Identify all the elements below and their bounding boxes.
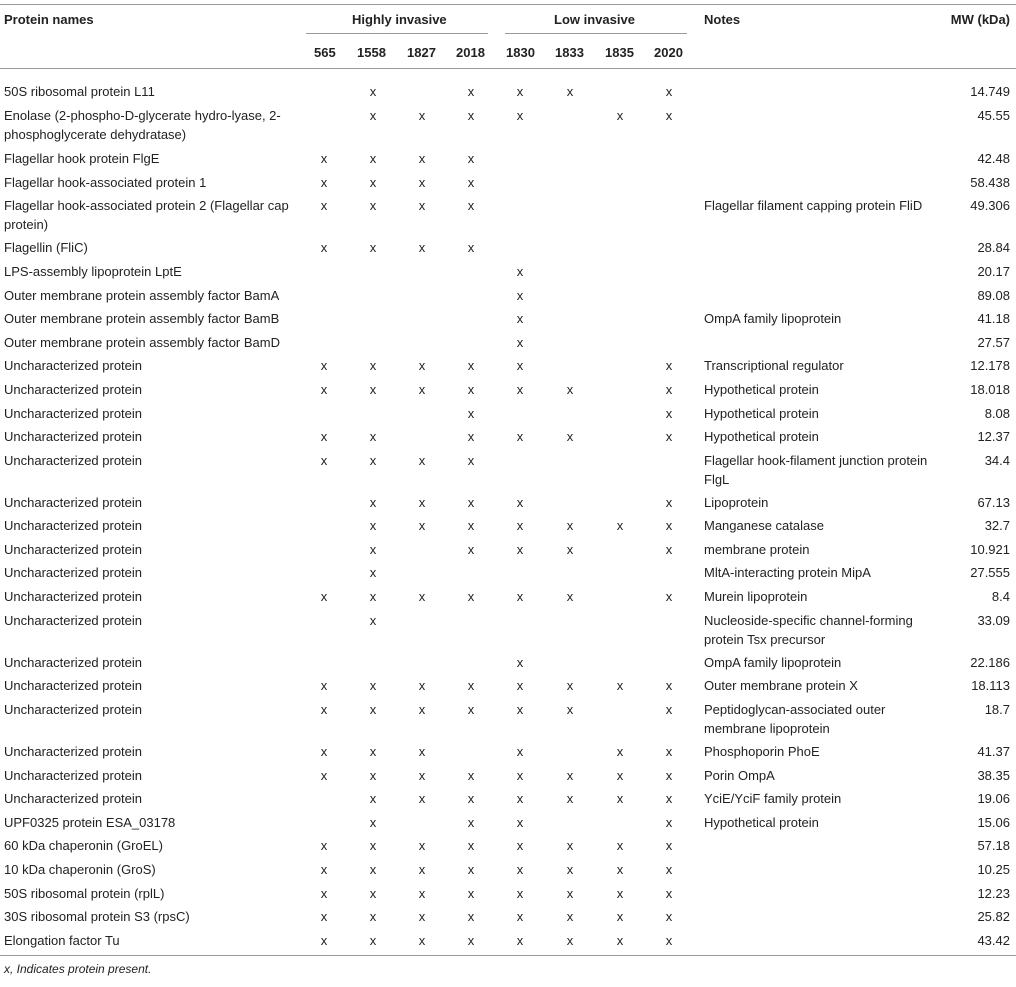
protein-name: Uncharacterized protein <box>4 429 143 444</box>
presence-mark: x <box>516 791 524 806</box>
header-bottom-rule <box>0 68 1016 69</box>
presence-mark: x <box>467 862 475 877</box>
molecular-weight: 33.09 <box>977 613 1010 628</box>
presence-mark: x <box>467 198 475 213</box>
molecular-weight: 67.13 <box>977 495 1010 510</box>
presence-mark: x <box>467 886 475 901</box>
presence-mark: x <box>320 768 328 783</box>
presence-mark: x <box>516 495 524 510</box>
presence-mark: x <box>467 382 475 397</box>
molecular-weight: 32.7 <box>984 518 1010 533</box>
presence-mark: x <box>418 495 426 510</box>
presence-mark: x <box>369 151 377 166</box>
presence-mark: x <box>467 495 475 510</box>
protein-note: Porin OmpA <box>704 768 775 783</box>
table-footnote: x, Indicates protein present. <box>4 962 152 976</box>
presence-mark: x <box>320 933 328 948</box>
protein-note: Phosphoporin PhoE <box>704 744 820 759</box>
molecular-weight: 19.06 <box>977 791 1010 806</box>
presence-mark: x <box>467 108 475 123</box>
presence-mark: x <box>369 382 377 397</box>
presence-mark: x <box>665 768 673 783</box>
protein-name: Elongation factor Tu <box>4 933 120 948</box>
molecular-weight: 25.82 <box>977 909 1010 924</box>
protein-name: Uncharacterized protein <box>4 382 143 397</box>
presence-mark: x <box>369 358 377 373</box>
presence-mark: x <box>369 453 377 468</box>
protein-name: 50S ribosomal protein L11 <box>4 84 155 99</box>
presence-mark: x <box>320 678 328 693</box>
presence-mark: x <box>665 108 673 123</box>
header-highly-invasive: Highly invasive <box>352 12 447 27</box>
presence-mark: x <box>516 744 524 759</box>
protein-name: LPS-assembly lipoprotein LptE <box>4 264 182 279</box>
presence-mark: x <box>467 702 475 717</box>
presence-mark: x <box>616 886 624 901</box>
protein-name: Uncharacterized protein <box>4 358 143 373</box>
presence-mark: x <box>665 702 673 717</box>
presence-mark: x <box>369 518 377 533</box>
molecular-weight: 42.48 <box>977 151 1010 166</box>
presence-mark: x <box>616 768 624 783</box>
presence-mark: x <box>467 240 475 255</box>
presence-mark: x <box>665 358 673 373</box>
protein-note: Peptidoglycan-associated outer membrane lipoprotein <box>704 702 886 736</box>
presence-mark: x <box>616 933 624 948</box>
presence-mark: x <box>418 589 426 604</box>
protein-note: Hypothetical protein <box>704 382 819 397</box>
presence-mark: x <box>418 744 426 759</box>
presence-mark: x <box>418 791 426 806</box>
protein-name: Uncharacterized protein <box>4 542 143 557</box>
molecular-weight: 43.42 <box>977 933 1010 948</box>
presence-mark: x <box>418 838 426 853</box>
presence-mark: x <box>616 909 624 924</box>
presence-mark: x <box>616 838 624 853</box>
header-strain-565: 565 <box>314 45 336 60</box>
presence-mark: x <box>320 886 328 901</box>
presence-mark: x <box>467 406 475 421</box>
presence-mark: x <box>516 678 524 693</box>
protein-name: Uncharacterized protein <box>4 406 143 421</box>
presence-mark: x <box>418 382 426 397</box>
presence-mark: x <box>418 198 426 213</box>
protein-name: Flagellar hook protein FlgE <box>4 151 160 166</box>
presence-mark: x <box>665 933 673 948</box>
protein-note: Transcriptional regulator <box>704 358 844 373</box>
molecular-weight: 27.57 <box>977 335 1010 350</box>
presence-mark: x <box>467 838 475 853</box>
protein-name: 60 kDa chaperonin (GroEL) <box>4 838 163 853</box>
presence-mark: x <box>467 518 475 533</box>
presence-mark: x <box>418 886 426 901</box>
presence-mark: x <box>516 702 524 717</box>
presence-mark: x <box>369 240 377 255</box>
presence-mark: x <box>320 589 328 604</box>
presence-mark: x <box>320 909 328 924</box>
protein-name: Uncharacterized protein <box>4 495 143 510</box>
presence-mark: x <box>369 791 377 806</box>
presence-mark: x <box>516 838 524 853</box>
presence-mark: x <box>418 768 426 783</box>
protein-name: Uncharacterized protein <box>4 565 143 580</box>
protein-note: Outer membrane protein X <box>704 678 858 693</box>
presence-mark: x <box>467 453 475 468</box>
presence-mark: x <box>369 84 377 99</box>
presence-mark: x <box>516 542 524 557</box>
presence-mark: x <box>516 886 524 901</box>
presence-mark: x <box>665 886 673 901</box>
molecular-weight: 12.178 <box>970 358 1010 373</box>
molecular-weight: 49.306 <box>970 198 1010 213</box>
presence-mark: x <box>566 862 574 877</box>
presence-mark: x <box>566 589 574 604</box>
presence-mark: x <box>369 175 377 190</box>
presence-mark: x <box>369 702 377 717</box>
presence-mark: x <box>369 613 377 628</box>
protein-name: Outer membrane protein assembly factor BamB <box>4 311 280 326</box>
presence-mark: x <box>369 678 377 693</box>
presence-mark: x <box>418 358 426 373</box>
presence-mark: x <box>665 495 673 510</box>
molecular-weight: 18.018 <box>970 382 1010 397</box>
presence-mark: x <box>516 108 524 123</box>
protein-note: OmpA family lipoprotein <box>704 311 842 326</box>
presence-mark: x <box>369 838 377 853</box>
table-bottom-rule <box>0 955 1016 956</box>
presence-mark: x <box>369 933 377 948</box>
header-mw: MW (kDa) <box>950 12 1010 27</box>
protein-name: Outer membrane protein assembly factor BamD <box>4 335 280 350</box>
presence-mark: x <box>320 429 328 444</box>
protein-note: Hypothetical protein <box>704 815 819 830</box>
protein-name: UPF0325 protein ESA_03178 <box>4 815 176 830</box>
protein-name: Uncharacterized protein <box>4 678 143 693</box>
presence-mark: x <box>516 264 524 279</box>
molecular-weight: 58.438 <box>970 175 1010 190</box>
presence-mark: x <box>566 886 574 901</box>
presence-mark: x <box>467 933 475 948</box>
molecular-weight: 41.37 <box>977 744 1010 759</box>
molecular-weight: 10.25 <box>977 862 1010 877</box>
molecular-weight: 34.4 <box>984 453 1010 468</box>
presence-mark: x <box>566 768 574 783</box>
presence-mark: x <box>516 358 524 373</box>
presence-mark: x <box>320 151 328 166</box>
presence-mark: x <box>467 589 475 604</box>
molecular-weight: 41.18 <box>977 311 1010 326</box>
header-strain-2020: 2020 <box>654 45 683 60</box>
presence-mark: x <box>467 815 475 830</box>
protein-name: Uncharacterized protein <box>4 518 143 533</box>
presence-mark: x <box>516 815 524 830</box>
protein-name: Uncharacterized protein <box>4 613 143 628</box>
presence-mark: x <box>467 151 475 166</box>
presence-mark: x <box>665 909 673 924</box>
protein-name: 30S ribosomal protein S3 (rpsC) <box>4 909 190 924</box>
molecular-weight: 12.23 <box>977 886 1010 901</box>
presence-mark: x <box>320 240 328 255</box>
protein-note: membrane protein <box>704 542 810 557</box>
presence-mark: x <box>516 589 524 604</box>
presence-mark: x <box>369 862 377 877</box>
presence-mark: x <box>665 589 673 604</box>
presence-mark: x <box>418 151 426 166</box>
header-strain-1830: 1830 <box>506 45 535 60</box>
presence-mark: x <box>616 791 624 806</box>
presence-mark: x <box>369 909 377 924</box>
protein-name: Uncharacterized protein <box>4 768 143 783</box>
presence-mark: x <box>320 198 328 213</box>
presence-mark: x <box>566 909 574 924</box>
presence-mark: x <box>369 565 377 580</box>
protein-name: 50S ribosomal protein (rplL) <box>4 886 165 901</box>
presence-mark: x <box>320 382 328 397</box>
protein-note: MltA-interacting protein MipA <box>704 565 871 580</box>
presence-mark: x <box>369 886 377 901</box>
molecular-weight: 18.7 <box>984 702 1010 717</box>
presence-mark: x <box>566 678 574 693</box>
presence-mark: x <box>320 358 328 373</box>
presence-mark: x <box>516 335 524 350</box>
presence-mark: x <box>516 311 524 326</box>
molecular-weight: 57.18 <box>977 838 1010 853</box>
presence-mark: x <box>665 862 673 877</box>
header-protein-names: Protein names <box>4 12 94 27</box>
presence-mark: x <box>418 862 426 877</box>
presence-mark: x <box>566 791 574 806</box>
protein-note: Hypothetical protein <box>704 429 819 444</box>
presence-mark: x <box>665 815 673 830</box>
molecular-weight: 20.17 <box>977 264 1010 279</box>
protein-name: Flagellin (FliC) <box>4 240 88 255</box>
presence-mark: x <box>616 744 624 759</box>
molecular-weight: 38.35 <box>977 768 1010 783</box>
presence-mark: x <box>566 542 574 557</box>
protein-name: Uncharacterized protein <box>4 453 143 468</box>
presence-mark: x <box>516 768 524 783</box>
molecular-weight: 10.921 <box>970 542 1010 557</box>
protein-note: OmpA family lipoprotein <box>704 655 842 670</box>
presence-mark: x <box>566 702 574 717</box>
molecular-weight: 14.749 <box>970 84 1010 99</box>
molecular-weight: 8.08 <box>984 406 1010 421</box>
header-strain-1833: 1833 <box>555 45 584 60</box>
presence-mark: x <box>566 429 574 444</box>
presence-mark: x <box>665 791 673 806</box>
presence-mark: x <box>369 589 377 604</box>
protein-name: Uncharacterized protein <box>4 791 143 806</box>
presence-mark: x <box>516 382 524 397</box>
presence-mark: x <box>369 495 377 510</box>
header-notes: Notes <box>704 12 741 27</box>
protein-note: Manganese catalase <box>704 518 824 533</box>
header-strain-1827: 1827 <box>407 45 436 60</box>
protein-name: Outer membrane protein assembly factor BamA <box>4 288 280 303</box>
presence-mark: x <box>418 518 426 533</box>
protein-name: Uncharacterized protein <box>4 744 143 759</box>
presence-mark: x <box>665 429 673 444</box>
presence-mark: x <box>320 702 328 717</box>
presence-mark: x <box>320 744 328 759</box>
presence-mark: x <box>665 518 673 533</box>
presence-mark: x <box>418 933 426 948</box>
molecular-weight: 15.06 <box>977 815 1010 830</box>
presence-mark: x <box>516 84 524 99</box>
header-strain-2018: 2018 <box>456 45 485 60</box>
presence-mark: x <box>418 453 426 468</box>
low-invasive-rule <box>505 33 687 34</box>
presence-mark: x <box>516 909 524 924</box>
protein-name: Flagellar hook-associated protein 2 (Flagellar cap protein) <box>4 198 289 232</box>
presence-mark: x <box>566 838 574 853</box>
protein-name: Uncharacterized protein <box>4 655 143 670</box>
presence-mark: x <box>320 175 328 190</box>
molecular-weight: 27.555 <box>970 565 1010 580</box>
presence-mark: x <box>516 933 524 948</box>
presence-mark: x <box>516 518 524 533</box>
table-top-rule <box>0 4 1016 5</box>
presence-mark: x <box>566 382 574 397</box>
molecular-weight: 89.08 <box>977 288 1010 303</box>
molecular-weight: 12.37 <box>977 429 1010 444</box>
presence-mark: x <box>418 909 426 924</box>
presence-mark: x <box>616 862 624 877</box>
presence-mark: x <box>369 815 377 830</box>
presence-mark: x <box>665 542 673 557</box>
presence-mark: x <box>516 429 524 444</box>
presence-mark: x <box>369 429 377 444</box>
presence-mark: x <box>467 84 475 99</box>
protein-note: Hypothetical protein <box>704 406 819 421</box>
presence-mark: x <box>467 542 475 557</box>
presence-mark: x <box>665 382 673 397</box>
molecular-weight: 8.4 <box>991 589 1010 604</box>
presence-mark: x <box>616 108 624 123</box>
presence-mark: x <box>616 678 624 693</box>
presence-mark: x <box>418 175 426 190</box>
molecular-weight: 45.55 <box>977 108 1010 123</box>
presence-mark: x <box>566 933 574 948</box>
header-strain-1558: 1558 <box>357 45 386 60</box>
protein-note: Flagellar filament capping protein FliD <box>704 198 923 213</box>
presence-mark: x <box>418 240 426 255</box>
highly-invasive-rule <box>306 33 488 34</box>
protein-name: Enolase (2-phospho-D-glycerate hydro-lyase, 2-phosphoglycerate dehydratase) <box>4 108 281 142</box>
presence-mark: x <box>418 108 426 123</box>
presence-mark: x <box>516 288 524 303</box>
presence-mark: x <box>665 838 673 853</box>
presence-mark: x <box>665 84 673 99</box>
header-low-invasive: Low invasive <box>554 12 635 27</box>
presence-mark: x <box>467 429 475 444</box>
presence-mark: x <box>369 198 377 213</box>
molecular-weight: 22.186 <box>970 655 1010 670</box>
protein-note: Murein lipoprotein <box>704 589 808 604</box>
presence-mark: x <box>320 838 328 853</box>
header-strain-1835: 1835 <box>605 45 634 60</box>
presence-mark: x <box>516 862 524 877</box>
presence-mark: x <box>320 862 328 877</box>
presence-mark: x <box>467 678 475 693</box>
presence-mark: x <box>369 744 377 759</box>
presence-mark: x <box>369 108 377 123</box>
protein-name: Flagellar hook-associated protein 1 <box>4 175 207 190</box>
presence-mark: x <box>418 678 426 693</box>
presence-mark: x <box>665 678 673 693</box>
presence-mark: x <box>467 768 475 783</box>
presence-mark: x <box>566 518 574 533</box>
protein-name: Uncharacterized protein <box>4 589 143 604</box>
presence-mark: x <box>467 791 475 806</box>
presence-mark: x <box>665 406 673 421</box>
presence-mark: x <box>320 453 328 468</box>
presence-mark: x <box>566 84 574 99</box>
protein-name: 10 kDa chaperonin (GroS) <box>4 862 156 877</box>
presence-mark: x <box>467 358 475 373</box>
protein-note: YciE/YciF family protein <box>704 791 842 806</box>
molecular-weight: 28.84 <box>977 240 1010 255</box>
molecular-weight: 18.113 <box>971 678 1010 693</box>
presence-mark: x <box>418 702 426 717</box>
protein-note: Nucleoside-specific channel-forming protein Tsx precursor <box>704 613 913 647</box>
presence-mark: x <box>467 175 475 190</box>
protein-note: Flagellar hook-filament junction protein FlgL <box>704 453 928 487</box>
protein-note: Lipoprotein <box>704 495 769 510</box>
presence-mark: x <box>467 909 475 924</box>
presence-mark: x <box>616 518 624 533</box>
presence-mark: x <box>516 655 524 670</box>
protein-name: Uncharacterized protein <box>4 702 143 717</box>
presence-mark: x <box>369 542 377 557</box>
presence-mark: x <box>369 768 377 783</box>
presence-mark: x <box>665 744 673 759</box>
